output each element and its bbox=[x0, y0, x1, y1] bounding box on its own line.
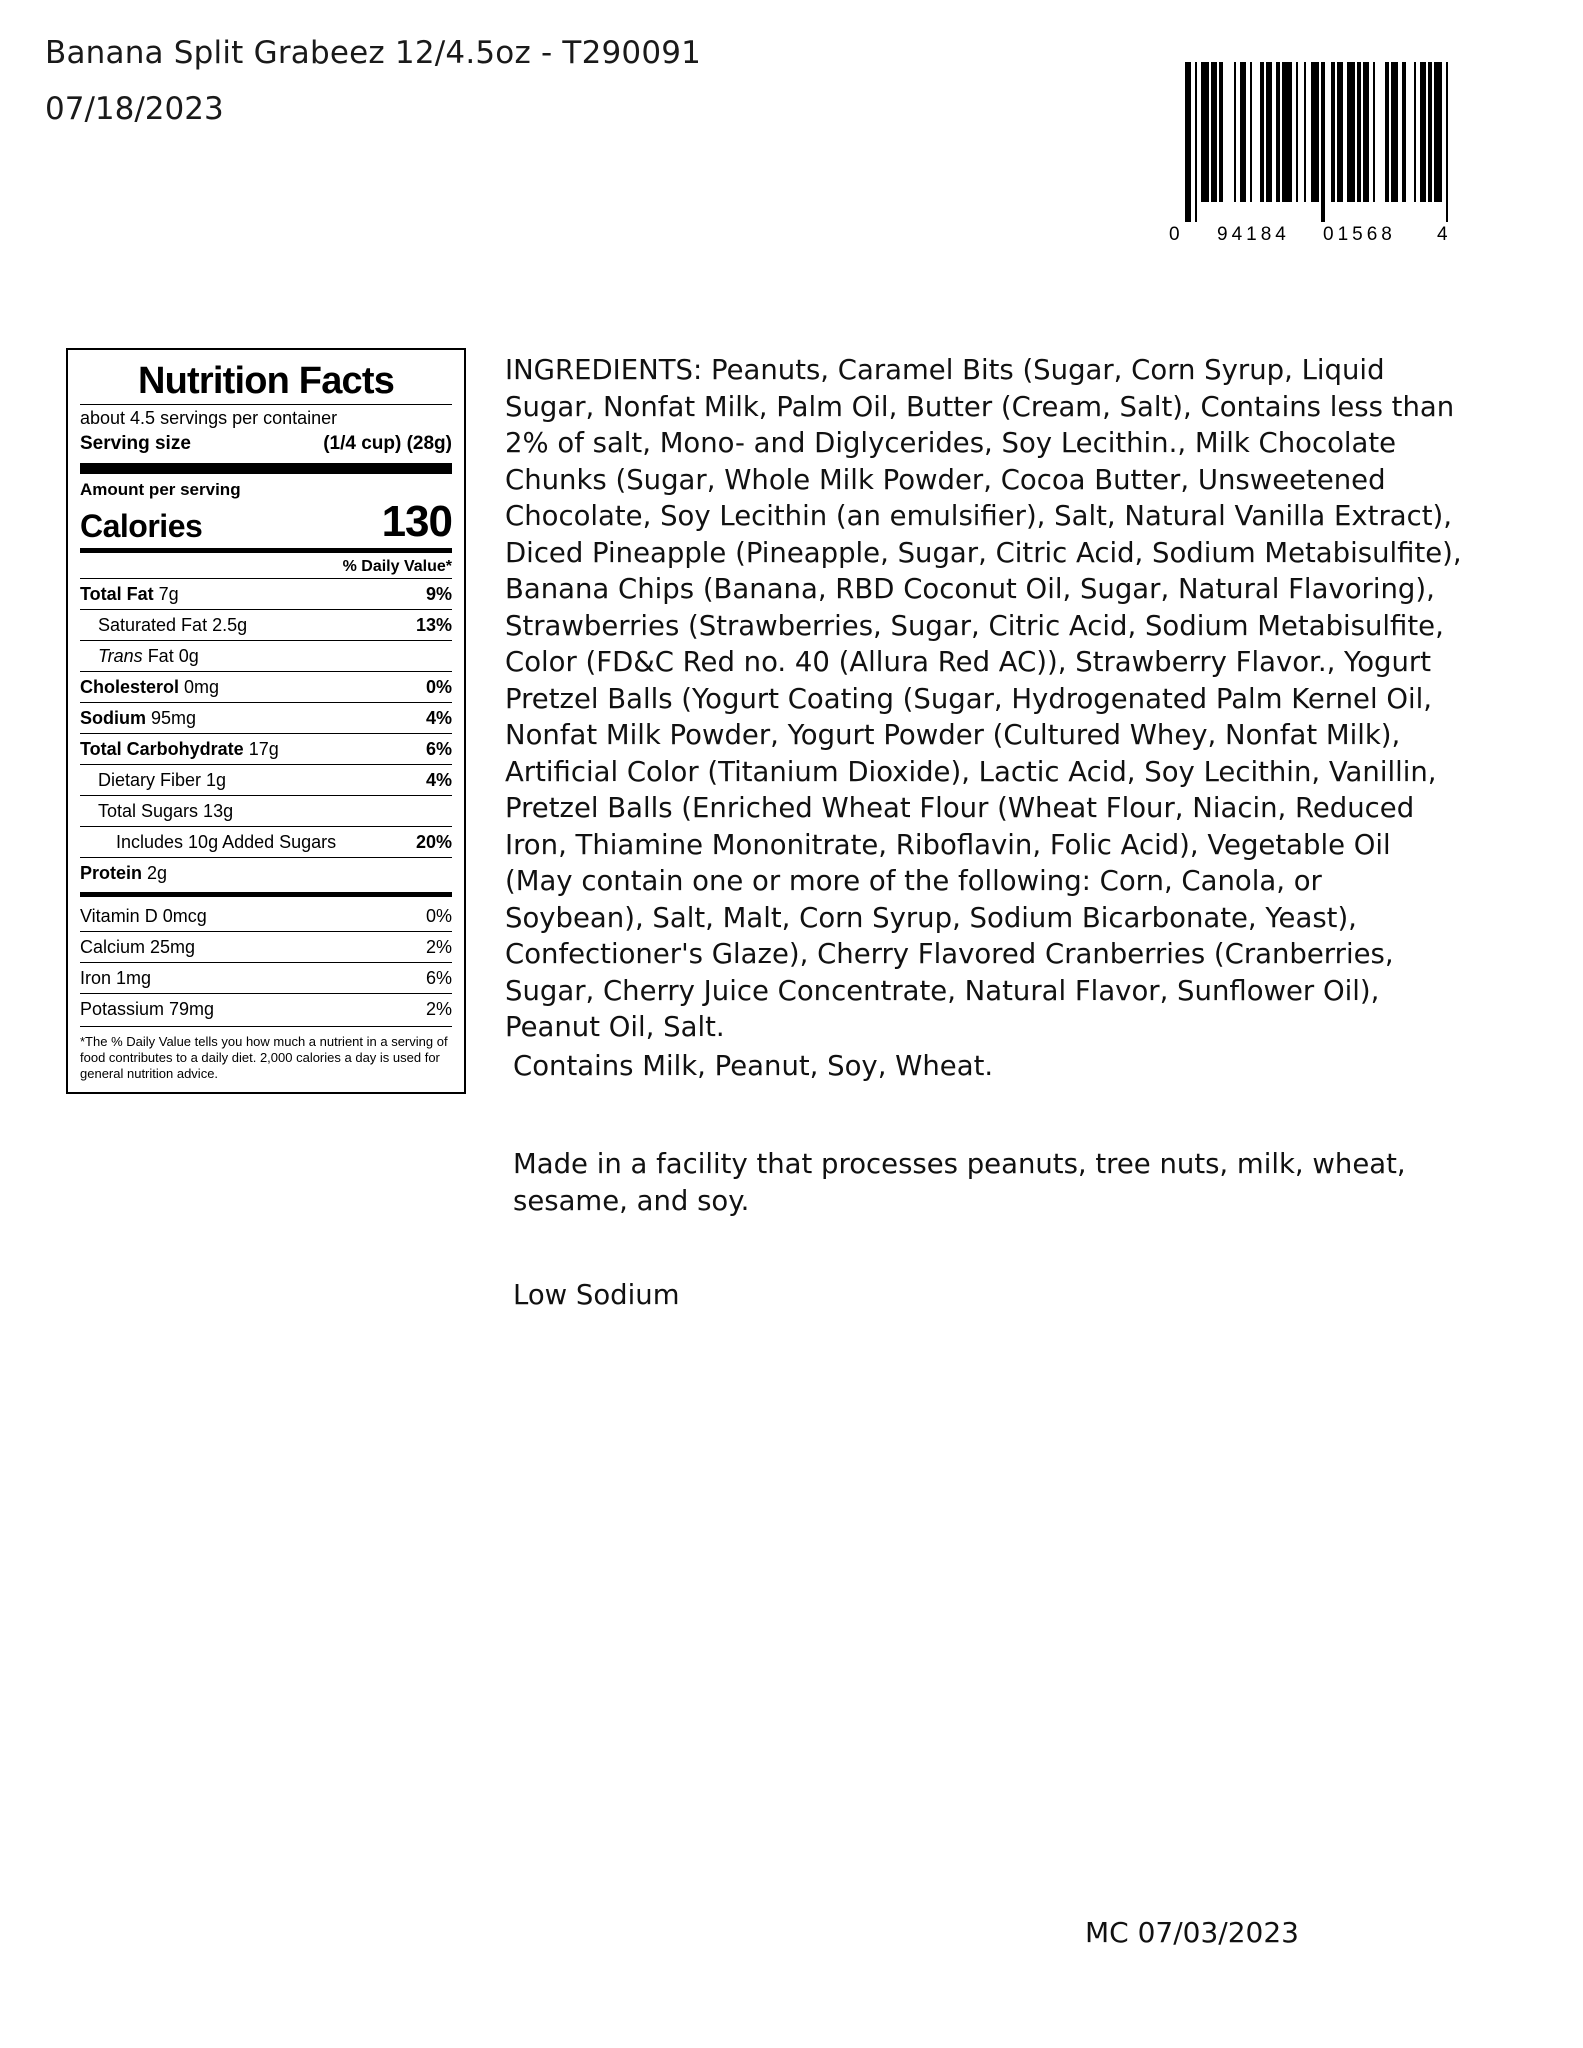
micronutrient-name: Vitamin D 0mcg bbox=[80, 906, 207, 926]
nutrient-row bbox=[80, 795, 452, 826]
calories-label: Calories bbox=[80, 508, 203, 544]
micronutrient-daily-value: 6% bbox=[425, 968, 452, 988]
micronutrient-row bbox=[80, 931, 452, 962]
page-title: Banana Split Grabeez 12/4.5oz - T290091 bbox=[45, 35, 702, 71]
document-header bbox=[45, 30, 1145, 132]
amount-per-serving-label: Amount per serving bbox=[80, 480, 241, 499]
nutrient-name: Total Fat 7g bbox=[80, 584, 179, 604]
nutrient-name: Trans Fat 0g bbox=[98, 646, 199, 666]
micronutrient-row bbox=[80, 993, 452, 1024]
nutrient-name: Saturated Fat 2.5g bbox=[98, 615, 248, 635]
facility-allergen-statement: Made in a facility that processes peanuts, tree nuts, milk, wheat, sesame, and soy. bbox=[513, 1148, 1406, 1217]
nutrient-daily-value: 20% bbox=[415, 832, 452, 852]
serving-size-label: Serving size bbox=[80, 433, 191, 454]
micronutrient-rows bbox=[80, 901, 452, 1024]
barcode-bar bbox=[1448, 62, 1454, 222]
barcode-digit-right: 4 bbox=[1437, 224, 1448, 245]
nutrient-row bbox=[80, 826, 452, 857]
barcode-bar bbox=[1375, 62, 1385, 202]
barcode-bars bbox=[1185, 62, 1455, 222]
nutrient-rows bbox=[80, 578, 452, 888]
micronutrient-row bbox=[80, 962, 452, 993]
serving-size-row bbox=[80, 429, 452, 459]
micronutrient-name: Iron 1mg bbox=[80, 968, 152, 988]
calories-value: 130 bbox=[381, 497, 452, 546]
nutrient-daily-value: 0% bbox=[425, 677, 452, 697]
micronutrient-row bbox=[80, 901, 452, 931]
nutrient-daily-value: 9% bbox=[425, 584, 452, 604]
divider bbox=[80, 404, 452, 405]
nutrition-claim: Low Sodium bbox=[513, 1279, 680, 1311]
footer-code: MC 07/03/2023 bbox=[1085, 1916, 1299, 1949]
barcode-digits-group2: 01568 bbox=[1323, 224, 1396, 245]
barcode-bar bbox=[1201, 62, 1209, 202]
barcode-bar bbox=[1347, 62, 1355, 202]
nutrient-name: Total Sugars 13g bbox=[98, 801, 234, 821]
nutrient-row bbox=[80, 609, 452, 640]
nutrition-facts-title: Nutrition Facts bbox=[137, 360, 395, 402]
serving-size-value: (1/4 cup) (28g) bbox=[323, 433, 452, 454]
nutrient-row bbox=[80, 764, 452, 795]
divider-footnote bbox=[80, 1026, 452, 1027]
nutrient-name: Cholesterol 0mg bbox=[80, 677, 220, 697]
nutrient-daily-value: 6% bbox=[425, 739, 452, 759]
nutrient-name: Total Carbohydrate 17g bbox=[80, 739, 279, 759]
divider-medium bbox=[80, 548, 452, 553]
nutrient-name: Sodium 95mg bbox=[80, 708, 197, 728]
nutrient-name: Dietary Fiber 1g bbox=[98, 770, 227, 790]
divider-medium-2 bbox=[80, 892, 452, 897]
barcode-bar bbox=[1282, 62, 1292, 202]
nutrient-daily-value: 13% bbox=[415, 615, 452, 635]
barcode-digits bbox=[1169, 224, 1455, 250]
micronutrient-daily-value: 2% bbox=[425, 999, 452, 1019]
barcode-bar bbox=[1223, 62, 1233, 202]
micronutrient-name: Potassium 79mg bbox=[80, 999, 215, 1019]
nutrient-name: Protein 2g bbox=[80, 863, 168, 883]
nutrient-name: Includes 10g Added Sugars bbox=[116, 832, 337, 852]
allergen-contains-statement: Contains Milk, Peanut, Soy, Wheat. bbox=[513, 1049, 994, 1082]
barcode bbox=[1169, 62, 1455, 250]
barcode-digits-group1: 94184 bbox=[1217, 224, 1290, 245]
micronutrient-daily-value: 2% bbox=[425, 937, 452, 957]
micronutrient-daily-value: 0% bbox=[425, 906, 452, 926]
barcode-digit-left: 0 bbox=[1169, 224, 1180, 245]
calories-row bbox=[80, 497, 452, 546]
nutrient-row bbox=[80, 640, 452, 671]
micronutrient-name: Calcium 25mg bbox=[80, 937, 196, 957]
nutrient-daily-value: 4% bbox=[425, 708, 452, 728]
nutrition-facts-panel bbox=[66, 348, 466, 1094]
nutrient-row bbox=[80, 733, 452, 764]
barcode-bar bbox=[1311, 62, 1319, 202]
document-date: 07/18/2023 bbox=[45, 91, 224, 127]
barcode-bar bbox=[1434, 62, 1442, 202]
nutrient-row bbox=[80, 578, 452, 609]
ingredients-section bbox=[505, 352, 1465, 1314]
servings-per-container: about 4.5 servings per container bbox=[80, 408, 338, 428]
daily-value-footnote: *The % Daily Value tells you how much a nutrient in a serving of food contributes to a daily diet. 2,000 calories a day is used for general nutrition advice. bbox=[80, 1034, 448, 1081]
ingredients-text: INGREDIENTS: Peanuts, Caramel Bits (Sugar, Corn Syrup, Liquid Sugar, Nonfat Milk, Palm Oil, Butter (Cream, Salt), Contains less than 2% of salt, Mono- and Diglycerides, Soy Lecithin., Milk Chocolate Chunks (Sugar, Whole Milk Powder, Cocoa Butter, Unsweetened Chocolate, Soy Lecithin (an emulsifier), Salt, Natural Vanilla Extract), Diced Pineapple (Pineapple, Sugar, Citric Acid, Sodium Metabisulfite), Banana Chips (Banana, RBD Coconut Oil, Sugar, Natural Flavoring), Strawberries (Strawberries, Sugar, Citric Acid, Sodium Metabisulfite, Color (FD&C Red no. 40 (Allura Red AC)), Strawberry Flavor., Yogurt Pretzel Balls (Yogurt Coating (Sugar, Hydrogenated Palm Kernel Oil, Nonfat Milk Powder, Yogurt Powder (Cultured Whey, Nonfat Milk), Artificial Color (Titanium Dioxide), Lactic Acid, Soy Lecithin, Vanillin, Pretzel Balls (Enriched Wheat Flour (Wheat Flour, Niacin, Reduced Iron, Thiamine Mononitrate, Riboflavin, Folic Acid), Vegetable Oil (May contain one or more of the following: Corn, Canola, or Soybean), Salt, Malt, Corn Syrup, Sodium Bicarbonate, Yeast), Confectioner's Glaze), Cherry Flavored Cranberries (Cranberries, Sugar, Cherry Juice Concentrate, Natural Flavor, Sunflower Oil), Peanut Oil, Salt. bbox=[505, 354, 1462, 1043]
divider-thick bbox=[80, 463, 452, 474]
nutrient-row bbox=[80, 671, 452, 702]
daily-value-header: % Daily Value* bbox=[342, 558, 452, 575]
barcode-bar bbox=[1252, 62, 1260, 202]
nutrient-row bbox=[80, 857, 452, 888]
nutrient-daily-value: 4% bbox=[425, 770, 452, 790]
barcode-bar bbox=[1406, 62, 1414, 202]
nutrient-row bbox=[80, 702, 452, 733]
